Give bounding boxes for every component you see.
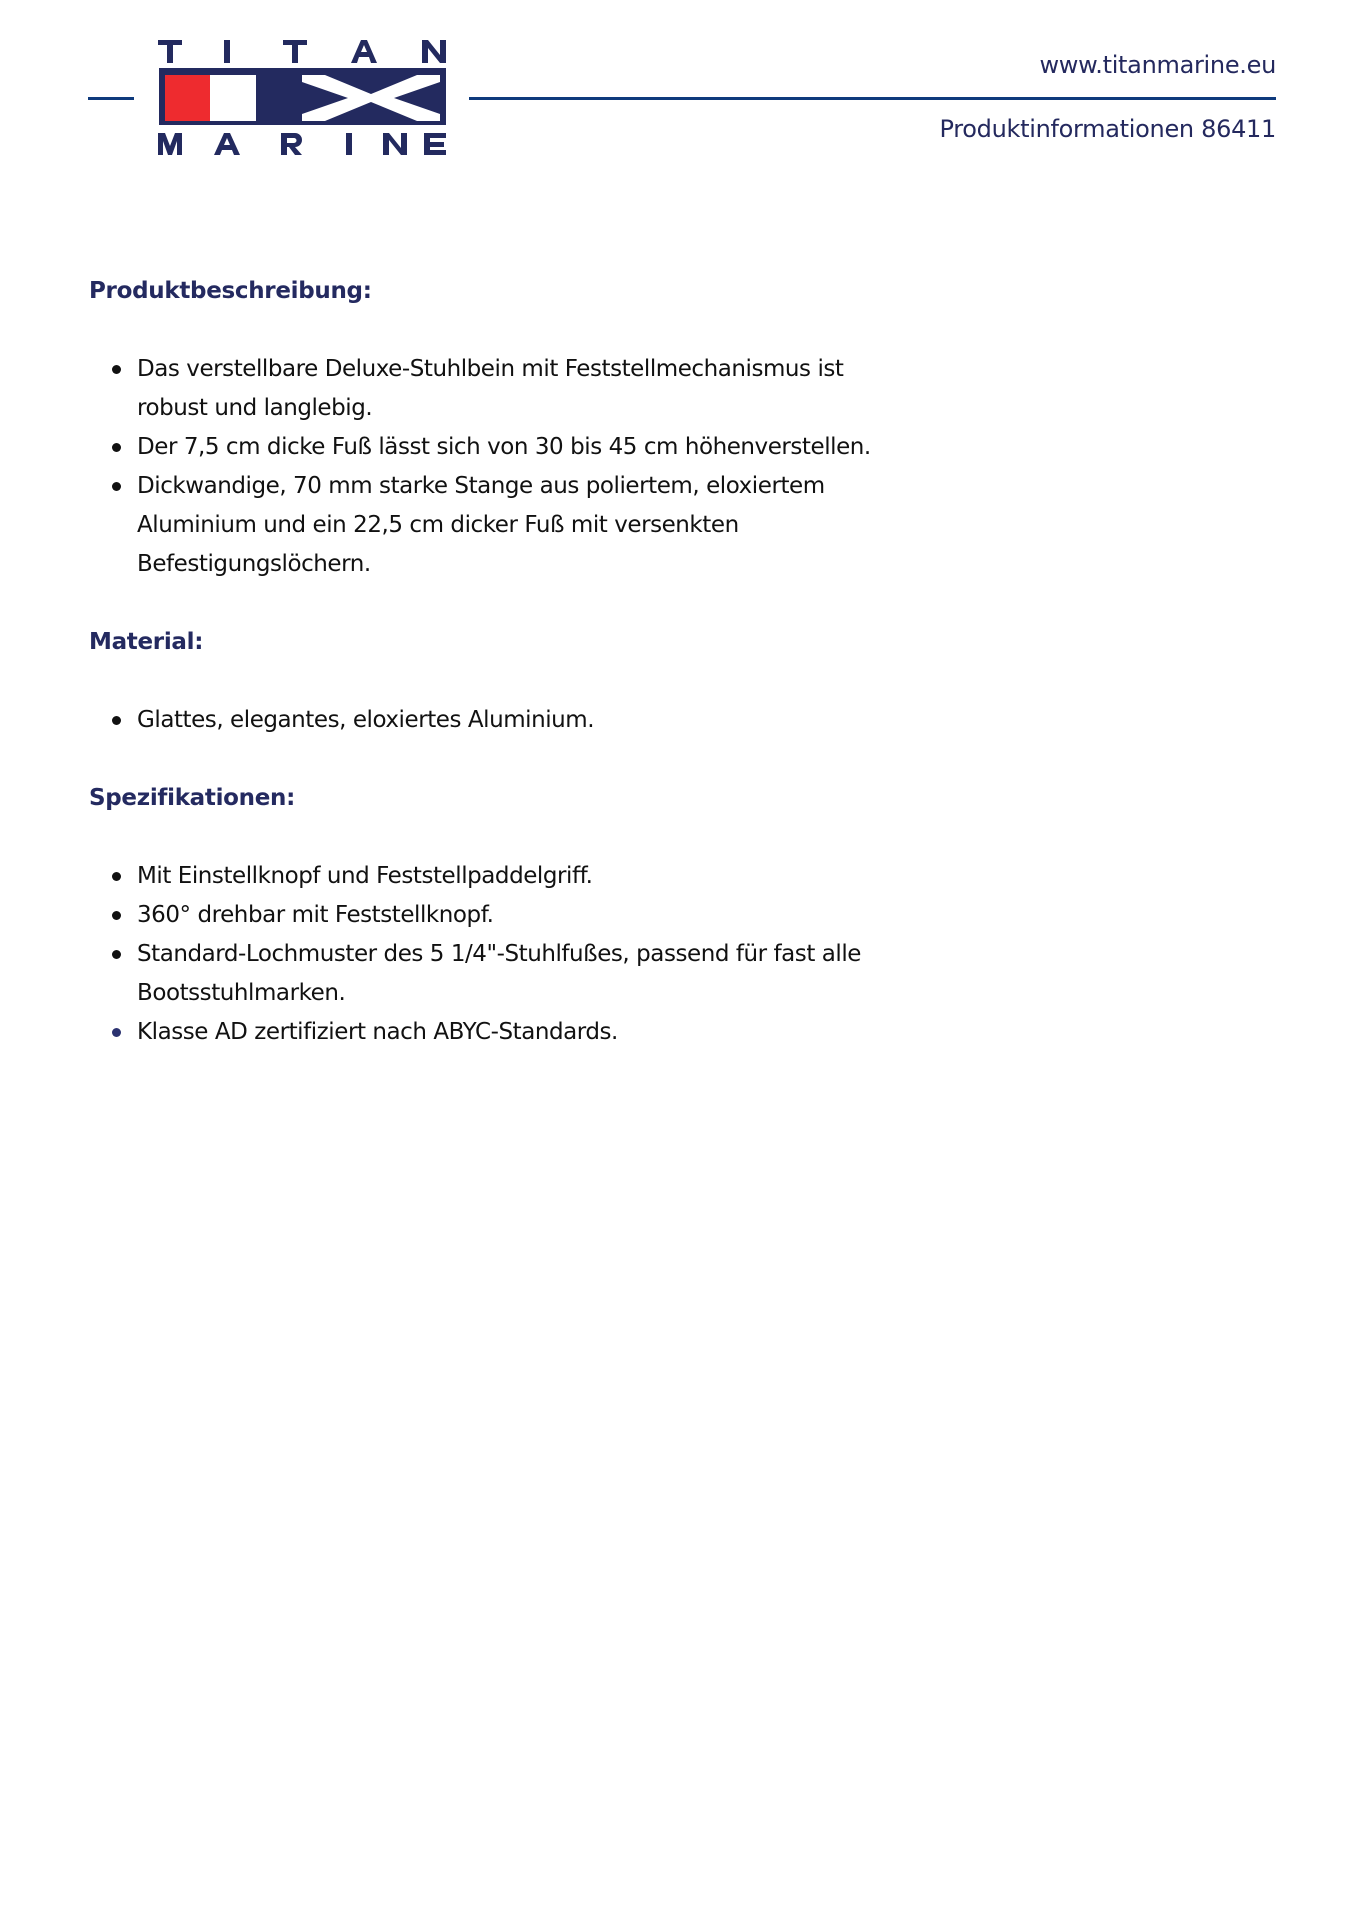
logo-bottom-text <box>158 133 446 155</box>
list-item <box>89 896 1019 935</box>
logo-top-text <box>158 40 446 63</box>
list-item <box>89 1013 1019 1052</box>
logo-red-square <box>165 75 210 121</box>
logo-white-square <box>210 75 256 121</box>
bullet-list <box>89 857 1019 1052</box>
list-item-text: Standard-Lochmuster des 5 1/4"-Stuhlfußes, passend für fast alle Bootsstuhlmarken. <box>137 941 861 1006</box>
list-item-text: Klasse AD zertifiziert nach ABYC-Standards. <box>137 1019 618 1045</box>
spacer <box>89 311 1019 350</box>
bullet-icon <box>112 482 121 491</box>
product-info-number: Produktinformationen 86411 <box>939 115 1276 143</box>
list-item-text: Mit Einstellknopf und Feststellpaddelgriff. <box>137 863 593 889</box>
product-content <box>89 272 1019 1052</box>
header-rule-left <box>88 97 134 100</box>
bullet-icon <box>112 872 121 881</box>
bullet-icon <box>112 911 121 920</box>
section-spezifikationen <box>89 779 1019 1052</box>
spacer <box>89 662 1019 701</box>
list-item-text: Das verstellbare Deluxe-Stuhlbein mit Feststellmechanismus ist robust und langlebig. <box>137 356 844 421</box>
spacer <box>89 584 1019 623</box>
spacer <box>89 740 1019 779</box>
website-url[interactable]: www.titanmarine.eu <box>1039 51 1276 79</box>
section-heading: Spezifikationen: <box>89 785 296 811</box>
header-rule-right <box>469 97 1276 100</box>
bullet-icon <box>112 443 121 452</box>
list-item <box>89 350 1019 428</box>
section-produktbeschreibung <box>89 272 1019 623</box>
spacer <box>89 818 1019 857</box>
bullet-list <box>89 350 1019 584</box>
section-material <box>89 623 1019 779</box>
list-item <box>89 935 1019 1013</box>
section-heading: Produktbeschreibung: <box>89 278 372 304</box>
list-item <box>89 467 1019 584</box>
bullet-icon <box>112 716 121 725</box>
list-item-text: Glattes, elegantes, eloxiertes Aluminium. <box>137 707 595 733</box>
titan-marine-logo-graphic <box>158 38 448 158</box>
list-item-text: Der 7,5 cm dicke Fuß lässt sich von 30 bis 45 cm höhenverstellen. <box>137 434 871 460</box>
titan-marine-logo <box>158 38 448 158</box>
list-item <box>89 701 1019 740</box>
list-item <box>89 857 1019 896</box>
bullet-icon <box>112 1028 121 1037</box>
list-item-text: 360° drehbar mit Feststellknopf. <box>137 902 494 928</box>
section-heading: Material: <box>89 629 204 655</box>
bullet-list <box>89 701 1019 740</box>
list-item <box>89 428 1019 467</box>
bullet-icon <box>112 950 121 959</box>
list-item-text: Dickwandige, 70 mm starke Stange aus poliertem, eloxiertem Aluminium und ein 22,5 cm dicker Fuß mit versenkten Befestigungslöchern. <box>137 473 825 577</box>
bullet-icon <box>112 365 121 374</box>
